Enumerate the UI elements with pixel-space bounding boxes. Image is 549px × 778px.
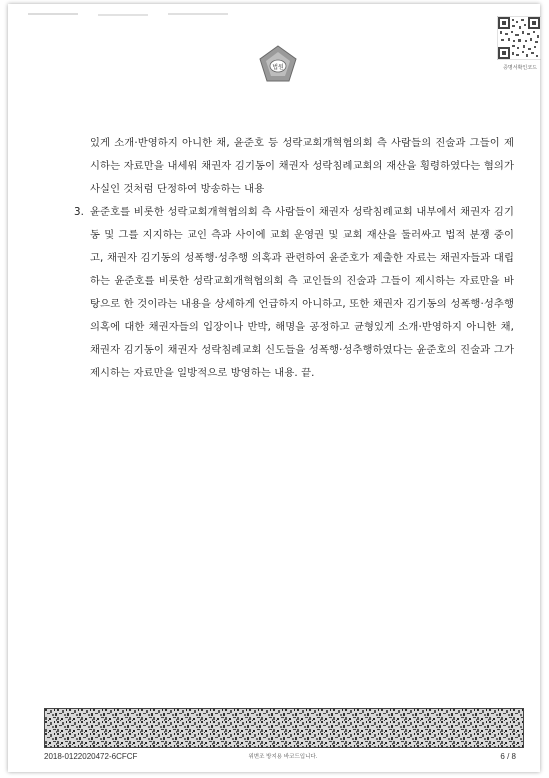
emblem-text: 법원: [272, 64, 284, 71]
document-id: 2018-0122020472-6CFCF: [44, 752, 138, 761]
paragraph-3: [74, 201, 514, 385]
document-page: [8, 4, 540, 772]
court-emblem-icon: [258, 44, 298, 84]
anti-forgery-barcode: [44, 708, 524, 748]
page-number: 6 / 8: [500, 752, 516, 761]
top-scan-marks: [28, 10, 268, 20]
paragraph-3-text: 윤준호를 비롯한 성락교회개혁협의회 측 사람들이 채권자 성락침례교회 내부에서 채권자 김기동 및 그를 지지하는 교인 측과 사이에 교회 운영권 및 교회 재산을 둘러싸고 법적 분쟁 중이고, 채권자 김기동의 성폭행·성추행 의혹과 관련하여 윤준호가 제출한 자료는 채권자들과 대립하는 윤준호를 비롯한 성락교회개혁협의회 측 교인들의 진술과 그들이 제시하는 자료만을 바탕으로 한 것이라는 내용을 상세하게 언급하지 아니하고, 또한 채권자 김기동의 성폭행·성추행 의혹에 대한 채권자들의 입장이나 반박, 해명을 공정하고 균형있게 소개·반영하지 아니한 채, 채권자 김기동이 채권자 성락침례교회 신도들을 성폭행·성추행하였다는 윤준호의 진술과 그가 제시하는 자료만을 일방적으로 방영하는 내용. 끝.: [90, 206, 514, 379]
qr-label: 증명서확인코드: [503, 65, 537, 71]
qr-code-icon: [497, 16, 541, 60]
paragraph-continuation: 있게 소개·반영하지 아니한 채, 윤준호 등 성락교회개혁협의회 측 사람들의 진술과 그들이 제시하는 자료만을 내세워 채권자 김기동이 채권자 성락침례교회의 재산을 횡령하였다는 혐의가 사실인 것처럼 단정하여 방송하는 내용: [90, 137, 514, 195]
barcode-note: 위변조 방지용 바코드입니다.: [248, 754, 318, 760]
document-body: [74, 132, 514, 385]
paragraph-number: 3.: [74, 206, 85, 218]
